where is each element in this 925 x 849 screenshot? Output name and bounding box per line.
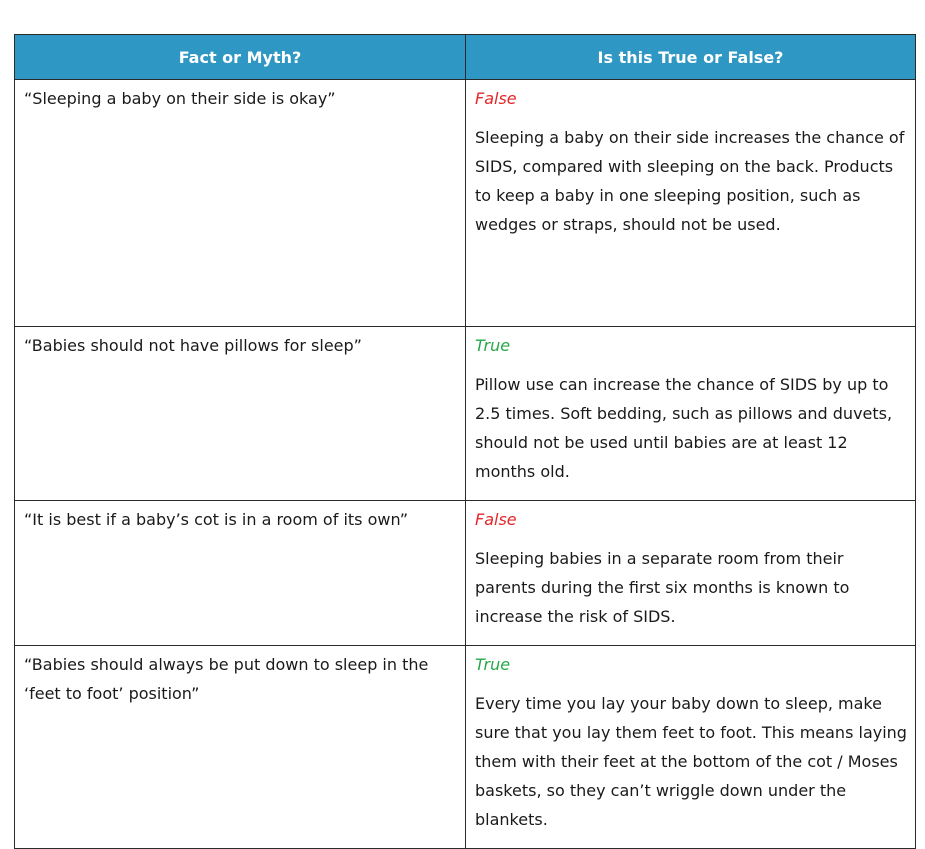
explanation-text: Pillow use can increase the chance of SIDS by up to 2.5 times. Soft bedding, such as pillows and duvets, should not be used until babies are at least 12 months old. bbox=[475, 375, 893, 481]
answer-cell bbox=[466, 327, 916, 501]
table-row bbox=[15, 80, 916, 327]
statement-cell: “Babies should not have pillows for sleep” bbox=[15, 327, 466, 501]
explanation-text: Sleeping babies in a separate room from their parents during the first six months is known to increase the risk of SIDS. bbox=[475, 549, 850, 626]
verdict-label: False bbox=[475, 89, 517, 108]
verdict-label: False bbox=[475, 510, 517, 529]
answer-cell bbox=[466, 501, 916, 646]
verdict-label: True bbox=[475, 336, 511, 355]
answer-cell bbox=[466, 646, 916, 849]
table-row bbox=[15, 327, 916, 501]
header-fact-or-myth: Fact or Myth? bbox=[15, 35, 466, 80]
explanation-text: Sleeping a baby on their side increases the chance of SIDS, compared with sleeping on the back. Products to keep a baby in one sleeping position, such as wedges or straps, should not be used. bbox=[475, 128, 905, 234]
statement-cell: “Sleeping a baby on their side is okay” bbox=[15, 80, 466, 327]
table-header-row bbox=[15, 35, 916, 80]
header-true-or-false: Is this True or False? bbox=[466, 35, 916, 80]
explanation-text: Every time you lay your baby down to sleep, make sure that you lay them feet to foot. This means laying them with their feet at the bottom of the cot / Moses baskets, so they can’t wriggle down under the blankets. bbox=[475, 694, 907, 829]
table-row bbox=[15, 501, 916, 646]
answer-cell bbox=[466, 80, 916, 327]
verdict-label: True bbox=[475, 655, 511, 674]
fact-or-myth-table bbox=[14, 34, 916, 849]
statement-cell: “It is best if a baby’s cot is in a room of its own” bbox=[15, 501, 466, 646]
table-row bbox=[15, 646, 916, 849]
statement-cell: “Babies should always be put down to sleep in the ‘feet to foot’ position” bbox=[15, 646, 466, 849]
